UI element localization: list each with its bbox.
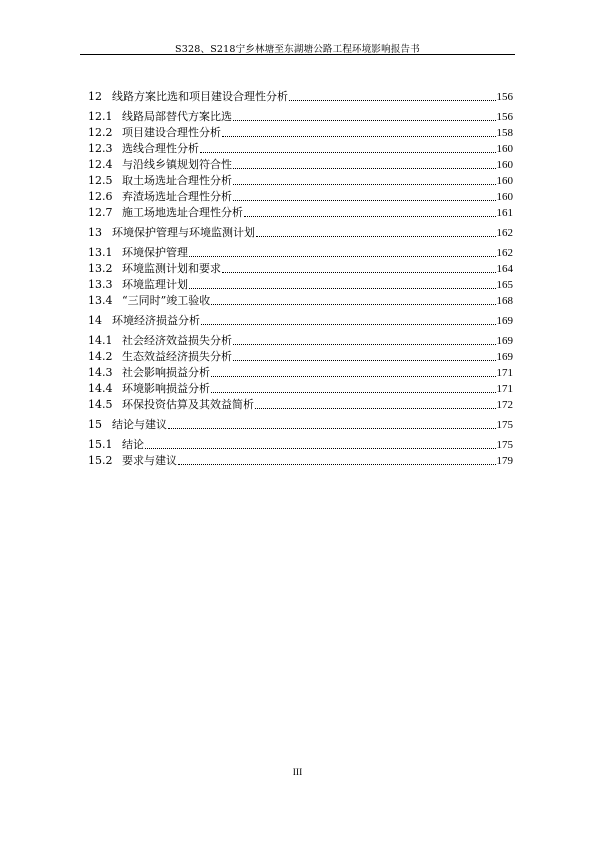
toc-entry[interactable] [88, 312, 513, 328]
toc-entry-title: “三同时”竣工验收 [122, 294, 211, 307]
toc-entry-page: 156 [496, 111, 513, 123]
toc-entry-title: 选线合理性分析 [122, 142, 199, 155]
toc-entry[interactable] [88, 260, 513, 276]
toc-dot-leader [145, 447, 496, 449]
toc-dot-leader [200, 151, 496, 153]
toc-entry-page: 160 [496, 175, 513, 187]
toc-entry-title: 施工场地选址合理性分析 [122, 206, 243, 219]
toc-entry-page: 160 [496, 191, 513, 203]
toc-entry[interactable] [88, 244, 513, 260]
toc-entry[interactable] [88, 292, 513, 308]
toc-entry[interactable] [88, 348, 513, 364]
toc-entry-title: 要求与建议 [122, 454, 177, 467]
toc-entry[interactable] [88, 332, 513, 348]
toc-dot-leader [211, 375, 496, 377]
toc-entry-title: 环境保护管理与环境监测计划 [112, 226, 255, 239]
toc-entry-page: 162 [496, 247, 513, 259]
toc-dot-leader [256, 235, 496, 237]
toc-entry-number: 13.2 [88, 262, 113, 275]
toc-entry-page: 171 [496, 367, 513, 379]
toc-dot-leader [189, 287, 496, 289]
toc-entry-page: 169 [496, 335, 513, 347]
toc-entry[interactable] [88, 396, 513, 412]
toc-entry[interactable] [88, 156, 513, 172]
toc-entry-page: 179 [496, 455, 513, 467]
toc-entry-page: 156 [496, 91, 513, 103]
toc-entry-title: 生态效益经济损失分析 [122, 350, 232, 363]
toc-dot-leader [233, 199, 496, 201]
toc-dot-leader [233, 119, 496, 121]
header-rule [80, 54, 515, 55]
toc-entry-title: 结论 [122, 438, 144, 451]
toc-entry-number: 13.1 [88, 246, 113, 259]
toc-entry-number: 15.1 [88, 438, 113, 451]
toc-dot-leader [201, 323, 496, 325]
toc-entry[interactable] [88, 188, 513, 204]
toc-entry[interactable] [88, 276, 513, 292]
toc-entry-title: 社会影响损益分析 [122, 366, 210, 379]
toc-entry-number: 13.3 [88, 278, 113, 291]
toc-entry-title: 环境经济损益分析 [112, 314, 200, 327]
toc-dot-leader [211, 391, 496, 393]
toc-entry-title: 环境保护管理 [122, 246, 188, 259]
toc-entry[interactable] [88, 224, 513, 240]
toc-entry-page: 169 [496, 351, 513, 363]
toc-entry-page: 165 [496, 279, 513, 291]
page-number: III [292, 768, 303, 778]
toc-entry-number: 14.3 [88, 366, 113, 379]
toc-dot-leader [211, 303, 495, 305]
toc-entry-title: 弃渣场选址合理性分析 [122, 190, 232, 203]
toc-entry-title: 结论与建议 [112, 418, 167, 431]
toc-entry[interactable] [88, 124, 513, 140]
toc-entry-title: 环境影响损益分析 [122, 382, 210, 395]
toc-entry-number: 12 [88, 90, 102, 103]
toc-entry-title: 项目建设合理性分析 [122, 126, 221, 139]
toc-entry[interactable] [88, 416, 513, 432]
toc-entry-number: 12.6 [88, 190, 113, 203]
toc-dot-leader [178, 463, 496, 465]
toc-dot-leader [168, 427, 496, 429]
toc-entry-number: 12.7 [88, 206, 113, 219]
toc-entry-page: 161 [496, 207, 513, 219]
toc-entry-page: 164 [496, 263, 513, 275]
toc-entry-number: 12.2 [88, 126, 113, 139]
toc-entry-page: 172 [496, 399, 513, 411]
toc-entry[interactable] [88, 380, 513, 396]
toc-entry[interactable] [88, 108, 513, 124]
toc-entry-page: 175 [496, 439, 513, 451]
toc-entry-page: 168 [496, 295, 513, 307]
toc-dot-leader [233, 183, 496, 185]
toc-entry-title: 线路方案比选和项目建设合理性分析 [112, 90, 288, 103]
toc-entry-page: 162 [496, 227, 513, 239]
toc-entry-number: 13.4 [88, 294, 113, 307]
toc-entry-number: 15 [88, 418, 102, 431]
toc-entry-title: 线路局部替代方案比选 [122, 110, 232, 123]
toc-entry-page: 175 [496, 419, 513, 431]
toc-dot-leader [233, 167, 496, 169]
toc-dot-leader [222, 135, 496, 137]
toc-entry-number: 12.3 [88, 142, 113, 155]
toc-dot-leader [189, 255, 496, 257]
toc-entry-number: 15.2 [88, 454, 113, 467]
toc-entry[interactable] [88, 452, 513, 468]
toc-entry-title: 取土场选址合理性分析 [122, 174, 232, 187]
toc-entry[interactable] [88, 140, 513, 156]
toc-entry-number: 13 [88, 226, 102, 239]
toc-entry-number: 14.2 [88, 350, 113, 363]
toc-entry-page: 171 [496, 383, 513, 395]
toc-dot-leader [233, 343, 496, 345]
running-header: S328、S218宁乡林塘至东湖塘公路工程环境影响报告书 [175, 44, 420, 55]
toc-entry[interactable] [88, 364, 513, 380]
toc-entry-title: 社会经济效益损失分析 [122, 334, 232, 347]
toc-dot-leader [255, 407, 496, 409]
toc-entry-page: 158 [496, 127, 513, 139]
toc-entry[interactable] [88, 204, 513, 220]
toc-entry-number: 14.1 [88, 334, 113, 347]
toc-entry-number: 12.5 [88, 174, 113, 187]
toc-entry-page: 169 [496, 315, 513, 327]
toc-dot-leader [222, 271, 496, 273]
toc-entry-title: 环保投资估算及其效益简析 [122, 398, 254, 411]
toc-entry[interactable] [88, 436, 513, 452]
toc-dot-leader [244, 215, 496, 217]
toc-entry-page: 160 [496, 143, 513, 155]
toc-entry[interactable] [88, 88, 513, 104]
toc-entry-title: 与沿线乡镇规划符合性 [122, 158, 232, 171]
toc-entry-page: 160 [496, 159, 513, 171]
toc-dot-leader [289, 99, 496, 101]
toc-dot-leader [233, 359, 496, 361]
toc-entry[interactable] [88, 172, 513, 188]
toc-entry-number: 12.4 [88, 158, 113, 171]
toc-entry-title: 环境监理计划 [122, 278, 188, 291]
toc-entry-number: 14.5 [88, 398, 113, 411]
toc-entry-number: 12.1 [88, 110, 113, 123]
toc-entry-title: 环境监测计划和要求 [122, 262, 221, 275]
toc-entry-number: 14 [88, 314, 102, 327]
toc-entry-number: 14.4 [88, 382, 113, 395]
